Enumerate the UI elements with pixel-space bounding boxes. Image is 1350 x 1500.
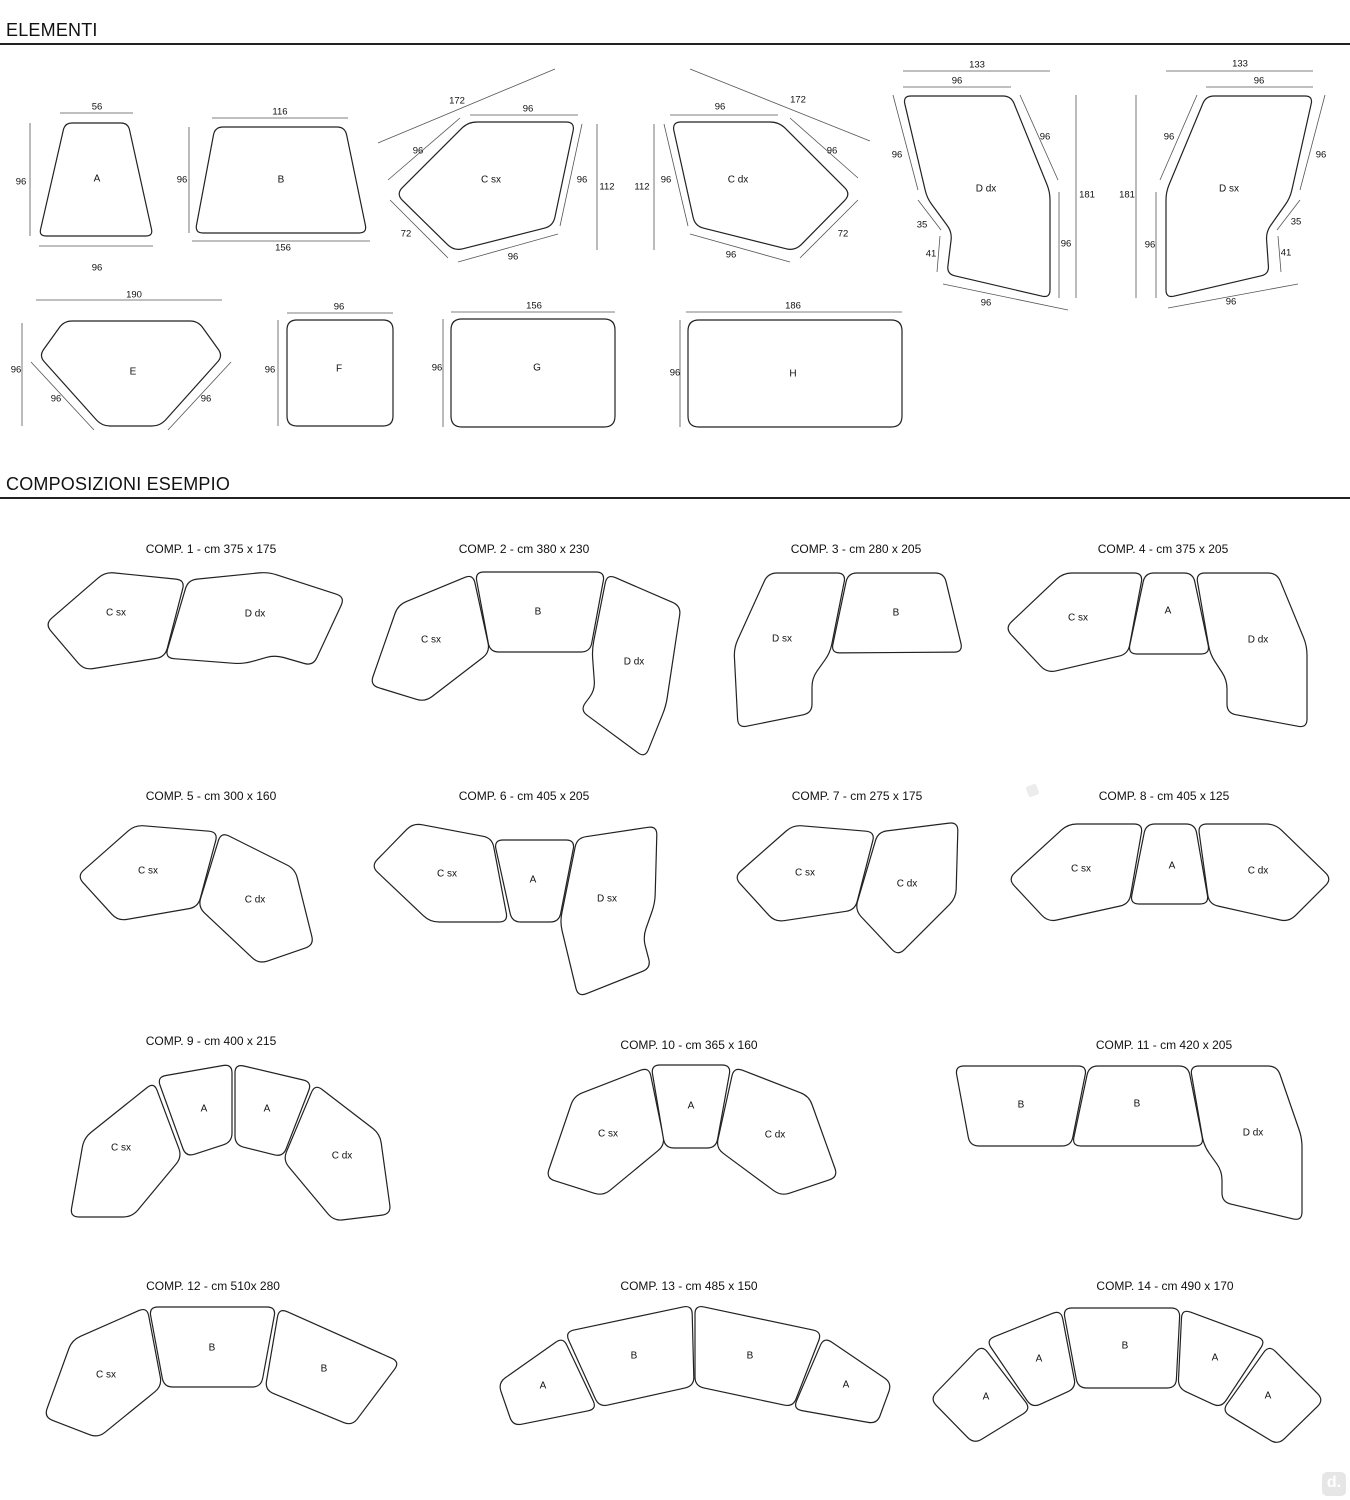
- element-label: C dx: [727, 174, 749, 186]
- dimension-label: 96: [1039, 131, 1051, 143]
- piece-label: C sx: [598, 1128, 618, 1140]
- dimension-label: 96: [1315, 149, 1327, 161]
- composition-title: COMP. 12 - cm 510x 280: [146, 1279, 280, 1293]
- element-shape: [674, 122, 848, 249]
- composition-title: COMP. 9 - cm 400 x 215: [145, 1034, 277, 1048]
- dimension-label: 156: [526, 300, 542, 312]
- dimension-label: 96: [891, 149, 903, 161]
- composition-2: [372, 542, 680, 755]
- composition-title: COMP. 8 - cm 405 x 125: [1098, 789, 1230, 803]
- element-label: C sx: [481, 174, 501, 186]
- piece-label: B: [1017, 1099, 1025, 1111]
- dimension-label: 172: [790, 94, 806, 106]
- composition-13: [500, 1279, 890, 1425]
- compositions-section-title: COMPOSIZIONI ESEMPIO: [6, 474, 231, 494]
- dimension-label: 116: [272, 106, 288, 118]
- elements-section-title: ELEMENTI: [6, 20, 98, 40]
- composition-5: [80, 789, 312, 962]
- composition-title: COMP. 7 - cm 275 x 175: [791, 789, 923, 803]
- composition-title: COMP. 11 - cm 420 x 205: [1095, 1038, 1233, 1052]
- composition-1: [48, 542, 342, 669]
- dimension-label: 181: [1079, 189, 1095, 201]
- composition-piece: [1191, 1066, 1302, 1219]
- dimension-label: 112: [599, 181, 615, 193]
- piece-label: C dx: [244, 894, 266, 906]
- piece-label: D dx: [244, 608, 266, 620]
- piece-label: A: [1168, 860, 1176, 872]
- piece-label: A: [687, 1100, 695, 1112]
- dimension-label: 96: [1225, 296, 1237, 308]
- piece-label: D dx: [623, 656, 645, 668]
- piece-label: C sx: [795, 867, 815, 879]
- dimension-label: 72: [400, 228, 412, 240]
- dimension-label: 190: [126, 289, 142, 301]
- dimension-label: 133: [969, 59, 985, 71]
- element-label: F: [335, 363, 343, 375]
- composition-title: COMP. 13 - cm 485 x 150: [620, 1279, 758, 1293]
- dimension-label: 156: [275, 242, 291, 254]
- composition-piece: [561, 827, 657, 994]
- dimension-label: 96: [669, 367, 681, 379]
- element-label: D dx: [975, 183, 997, 195]
- element-label: H: [789, 368, 797, 380]
- piece-label: D dx: [1242, 1127, 1264, 1139]
- dimension-label: 96: [91, 262, 103, 274]
- composition-title: COMP. 10 - cm 365 x 160: [620, 1038, 758, 1052]
- dimension-label: 41: [1280, 247, 1292, 259]
- dimension-label: 96: [714, 101, 726, 113]
- dimension-label: 35: [1290, 216, 1302, 228]
- composition-8: [1011, 789, 1329, 920]
- dimension-label: 96: [333, 301, 345, 313]
- element-c-dx: [634, 69, 870, 262]
- composition-title: COMP. 1 - cm 375 x 175: [145, 542, 277, 556]
- piece-label: C sx: [1071, 863, 1091, 875]
- dimension-label: 35: [916, 219, 928, 231]
- element-g: [432, 301, 615, 427]
- dimension-label: 96: [1144, 239, 1156, 251]
- piece-label: A: [200, 1103, 208, 1115]
- element-label: A: [93, 173, 101, 185]
- piece-label: C sx: [138, 865, 158, 877]
- piece-label: A: [842, 1379, 850, 1391]
- element-d-sx: [1119, 59, 1326, 308]
- dimension-label: 96: [1060, 238, 1072, 250]
- composition-6: [374, 789, 657, 995]
- piece-label: C sx: [96, 1369, 116, 1381]
- piece-label: C sx: [111, 1142, 131, 1154]
- piece-label: D sx: [772, 633, 792, 645]
- element-label: D sx: [1219, 183, 1239, 195]
- piece-label: B: [630, 1350, 638, 1362]
- dimension-label: 172: [449, 95, 465, 107]
- piece-label: B: [892, 607, 900, 619]
- composition-3: [734, 542, 961, 727]
- dimension-label: 96: [1163, 131, 1175, 143]
- piece-label: B: [1121, 1340, 1129, 1352]
- dimension-label: 96: [15, 176, 27, 188]
- element-shape: [904, 96, 1050, 297]
- composition-title: COMP. 3 - cm 280 x 205: [790, 542, 922, 556]
- composition-title: COMP. 2 - cm 380 x 230: [458, 542, 590, 556]
- element-c-sx: [378, 69, 615, 263]
- piece-label: A: [982, 1391, 990, 1403]
- element-f: [265, 302, 393, 426]
- composition-10: [548, 1038, 836, 1194]
- composition-title: COMP. 6 - cm 405 x 205: [458, 789, 590, 803]
- dimension-label: 96: [200, 393, 212, 405]
- piece-label: D dx: [1247, 634, 1269, 646]
- dimension-label: 96: [826, 145, 838, 157]
- piece-label: C dx: [764, 1129, 786, 1141]
- composition-7: [737, 789, 958, 953]
- piece-label: C sx: [421, 634, 441, 646]
- piece-label: B: [534, 606, 542, 618]
- composition-title: COMP. 5 - cm 300 x 160: [145, 789, 277, 803]
- composition-11: [956, 1038, 1302, 1219]
- element-e: [11, 290, 231, 430]
- element-a: [16, 102, 153, 274]
- element-d-dx: [892, 60, 1095, 310]
- dimension-label: 56: [91, 101, 103, 113]
- dimension-label: 96: [50, 393, 62, 405]
- dimension-label: 96: [431, 362, 443, 374]
- piece-label: C dx: [1247, 865, 1269, 877]
- piece-label: A: [1264, 1390, 1272, 1402]
- dimension-label: 133: [1232, 58, 1248, 70]
- piece-label: A: [263, 1103, 271, 1115]
- composition-9: [71, 1034, 390, 1220]
- dimension-label: 96: [507, 251, 519, 263]
- composition-piece: [734, 573, 844, 727]
- brand-logo: d.: [1322, 1472, 1346, 1496]
- piece-label: C dx: [896, 878, 918, 890]
- piece-label: A: [1164, 605, 1172, 617]
- composition-piece: [1197, 573, 1307, 727]
- composition-title: COMP. 14 - cm 490 x 170: [1096, 1279, 1234, 1293]
- composition-title: COMP. 4 - cm 375 x 205: [1097, 542, 1229, 556]
- piece-label: A: [529, 874, 537, 886]
- dimension-label: 72: [837, 228, 849, 240]
- dimension-label: 112: [634, 181, 650, 193]
- dimension-label: 96: [951, 75, 963, 87]
- piece-label: C sx: [1068, 612, 1088, 624]
- composition-14: [933, 1279, 1321, 1442]
- dimension-label: 96: [725, 249, 737, 261]
- element-b: [177, 107, 370, 254]
- element-h: [670, 301, 902, 427]
- piece-label: C sx: [437, 868, 457, 880]
- dimension-label: 96: [10, 364, 22, 376]
- piece-label: A: [1035, 1353, 1043, 1365]
- piece-label: C dx: [331, 1150, 353, 1162]
- dimension-label: 96: [522, 103, 534, 115]
- composition-piece: [48, 573, 183, 669]
- dimension-label: 96: [576, 174, 588, 186]
- dimension-label: 96: [176, 174, 188, 186]
- element-label: E: [129, 366, 137, 378]
- piece-label: A: [1211, 1352, 1219, 1364]
- piece-label: D sx: [597, 893, 617, 905]
- element-label: B: [277, 174, 285, 186]
- element-shape: [399, 122, 573, 249]
- dimension-label: 96: [980, 297, 992, 309]
- element-shape: [1163, 96, 1312, 297]
- piece-label: B: [320, 1363, 328, 1375]
- dimension-label: 96: [660, 174, 672, 186]
- dimension-label: 41: [925, 248, 937, 260]
- dimension-label: 96: [1253, 75, 1265, 87]
- dimension-label: 96: [264, 364, 276, 376]
- piece-label: C sx: [106, 607, 126, 619]
- dimension-label: 186: [785, 300, 801, 312]
- composition-12: [46, 1279, 396, 1436]
- dimension-label: 181: [1119, 189, 1135, 201]
- dimension-label: 96: [412, 145, 424, 157]
- piece-label: A: [539, 1380, 547, 1392]
- piece-label: B: [1133, 1098, 1141, 1110]
- element-label: G: [533, 362, 541, 374]
- piece-label: B: [208, 1342, 216, 1354]
- piece-label: B: [746, 1350, 754, 1362]
- composition-piece: [266, 1311, 396, 1424]
- composition-4: [1008, 542, 1307, 727]
- dimension-line: [937, 236, 940, 272]
